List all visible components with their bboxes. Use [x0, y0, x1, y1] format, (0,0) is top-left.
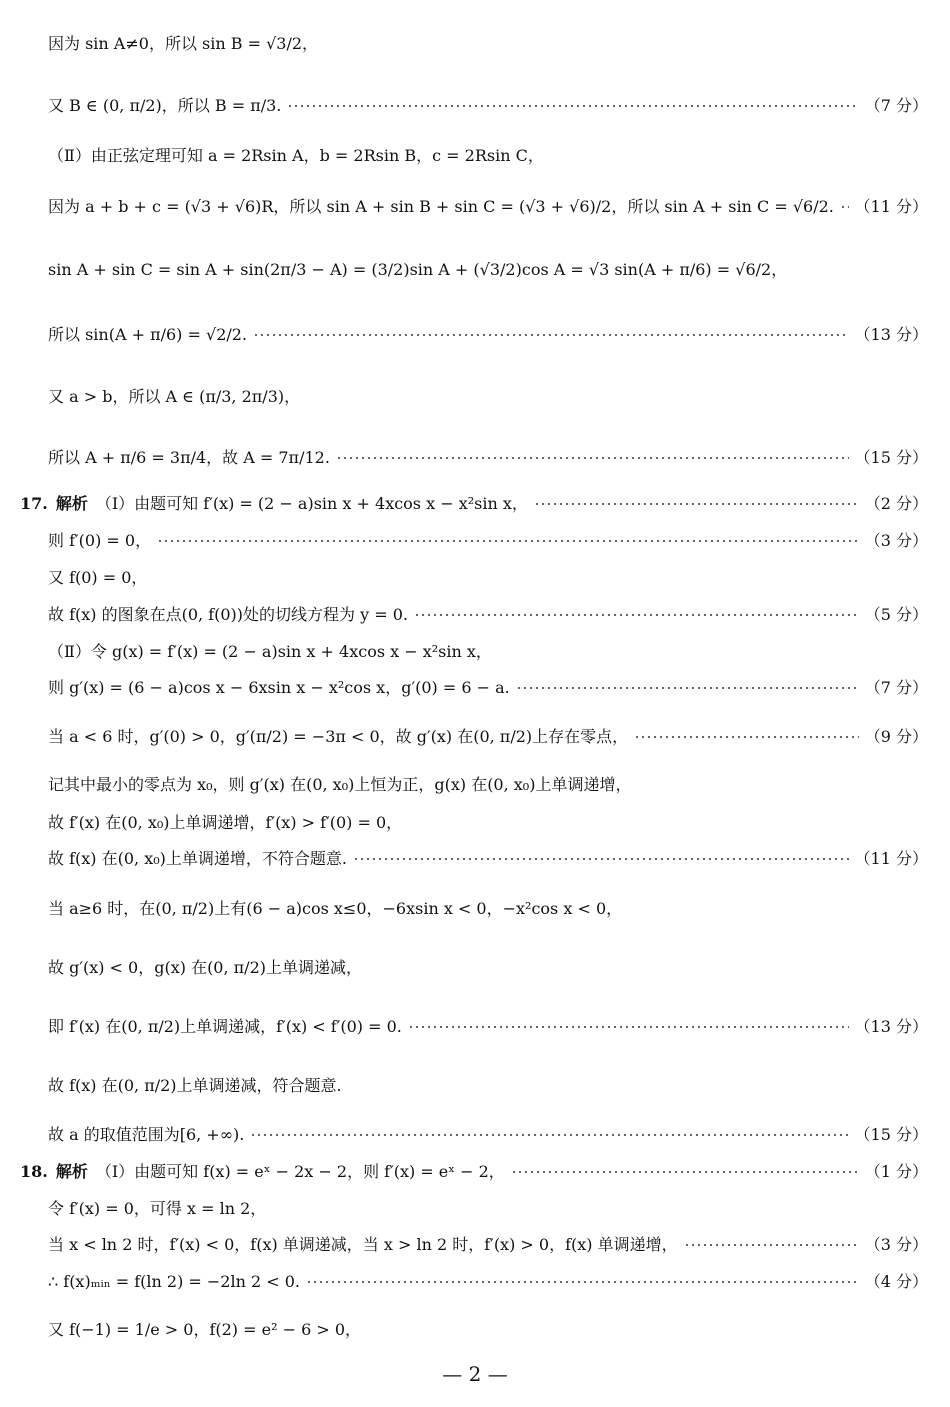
- score-marker: （9 分）: [864, 727, 928, 746]
- dot-leader: [634, 736, 859, 738]
- solution-text: 所以 A + π/6 = 3π/4，故 A = 7π/12.: [48, 448, 330, 467]
- solution-text: 又 f(−1) = 1/e > 0，f(2) = e² − 6 > 0，: [48, 1320, 362, 1339]
- solution-text: 记其中最小的零点为 x₀，则 g′(x) 在(0, x₀)上恒为正，g(x) 在(0, x₀)上单调递增，: [48, 775, 632, 794]
- dot-leader: [408, 1026, 849, 1028]
- solution-line: [48, 1019, 928, 1035]
- solution-line: [48, 729, 928, 745]
- solution-text: 即 f′(x) 在(0, π/2)上单调递减，f′(x) < f′(0) = 0.: [48, 1017, 402, 1036]
- dot-leader: [534, 503, 859, 505]
- solution-line: [48, 1201, 928, 1217]
- dot-leader: [253, 334, 849, 336]
- solution-text: 当 a≥6 时，在(0, π/2)上有(6 − a)cos x≤0，−6xsin x < 0，−x²cos x < 0，: [48, 899, 623, 918]
- analysis-label: 解析: [55, 494, 88, 513]
- solution-line: [48, 450, 928, 466]
- score-marker: （13 分）: [854, 1017, 928, 1036]
- solution-text: 故 g′(x) < 0，g(x) 在(0, π/2)上单调递减，: [48, 958, 362, 977]
- solution-text: 当 a < 6 时，g′(0) > 0，g′(π/2) = −3π < 0，故 g′(x) 在(0, π/2)上存在零点，: [48, 727, 629, 746]
- solution-text: 又 B ∈ (0, π/2)，所以 B = π/3.: [48, 96, 282, 115]
- solution-line: [48, 960, 928, 976]
- score-marker: （2 分）: [864, 494, 928, 513]
- solution-line: [48, 1078, 928, 1094]
- solution-text: 令 f′(x) = 0，可得 x = ln 2，: [48, 1199, 267, 1218]
- dot-leader: [516, 687, 859, 689]
- solution-line: [48, 533, 928, 549]
- solution-line: [48, 777, 928, 793]
- score-marker: （15 分）: [854, 1125, 928, 1144]
- solution-line: [48, 98, 928, 114]
- score-marker: （15 分）: [854, 448, 928, 467]
- dot-leader: [306, 1281, 859, 1283]
- solution-text: （Ⅱ）由正弦定理可知 a = 2Rsin A，b = 2Rsin B，c = 2Rsin C，: [48, 146, 544, 165]
- solution-text: ∴ f(x)ₘᵢₙ = f(ln 2) = −2ln 2 < 0.: [48, 1272, 301, 1291]
- solution-line: [48, 851, 928, 867]
- solution-text: 则 g′(x) = (6 − a)cos x − 6xsin x − x²cos x，g′(0) = 6 − a.: [48, 678, 510, 697]
- solution-line: [48, 815, 928, 831]
- solution-text: 故 a 的取值范围为[6, +∞).: [48, 1125, 245, 1144]
- solution-text: （Ⅰ）由题可知 f′(x) = (2 − a)sin x + 4xcos x − x²sin x，: [95, 494, 528, 513]
- score-marker: （7 分）: [864, 678, 928, 697]
- solution-line: [48, 1322, 928, 1338]
- solution-text: sin A + sin C = sin A + sin(2π/3 − A) = (3/2)sin A + (√3/2)cos A = √3 sin(A + π/6) = √6/2，: [48, 260, 788, 279]
- score-marker: （11 分）: [854, 197, 928, 216]
- solution-text: 故 f(x) 的图象在点(0, f(0))处的切线方程为 y = 0.: [48, 605, 408, 624]
- page-number: — 2 —: [442, 1362, 508, 1386]
- score-marker: （4 分）: [864, 1272, 928, 1291]
- dot-leader: [336, 457, 849, 459]
- solution-text: 又 a > b，所以 A ∈ (π/3, 2π/3)，: [48, 387, 301, 406]
- dot-leader: [840, 206, 849, 208]
- score-marker: （1 分）: [864, 1162, 928, 1181]
- solution-text: 因为 sin A≠0，所以 sin B = √3/2，: [48, 34, 319, 53]
- question-number: 17.: [20, 494, 48, 513]
- dot-leader: [250, 1134, 848, 1136]
- dot-leader: [287, 105, 858, 107]
- solution-text: （Ⅱ）令 g(x) = f′(x) = (2 − a)sin x + 4xcos x − x²sin x，: [48, 642, 492, 661]
- solution-line: [48, 680, 928, 696]
- solution-line: [20, 1164, 928, 1180]
- solution-text: 则 f′(0) = 0，: [48, 531, 152, 550]
- score-marker: （3 分）: [864, 1235, 928, 1254]
- solution-text: 因为 a + b + c = (√3 + √6)R，所以 sin A + sin B + sin C = (√3 + √6)/2，所以 sin A + sin C = √6/2.: [48, 197, 834, 216]
- solution-line: [48, 389, 928, 405]
- dot-leader: [157, 540, 859, 542]
- score-marker: （11 分）: [854, 849, 928, 868]
- solution-text: 故 f(x) 在(0, x₀)上单调递增，不符合题意.: [48, 849, 347, 868]
- solution-text: 又 f(0) = 0，: [48, 568, 148, 587]
- score-marker: （3 分）: [864, 531, 928, 550]
- score-marker: （5 分）: [864, 605, 928, 624]
- solution-line: [48, 1237, 928, 1253]
- solution-line: [48, 607, 928, 623]
- solution-line: [48, 262, 928, 278]
- solution-line: [20, 496, 928, 512]
- score-marker: （7 分）: [864, 96, 928, 115]
- solution-line: [48, 199, 928, 215]
- dot-leader: [684, 1244, 859, 1246]
- dot-leader: [511, 1171, 859, 1173]
- solution-line: [48, 1127, 928, 1143]
- solution-text: （Ⅰ）由题可知 f(x) = eˣ − 2x − 2，则 f′(x) = eˣ − 2，: [95, 1162, 505, 1181]
- solution-line: [48, 36, 928, 52]
- solution-text: 所以 sin(A + π/6) = √2/2.: [48, 325, 248, 344]
- solution-text: 故 f′(x) 在(0, x₀)上单调递增，f′(x) > f′(0) = 0，: [48, 813, 403, 832]
- dot-leader: [414, 614, 859, 616]
- solution-text: 当 x < ln 2 时，f′(x) < 0，f(x) 单调递减，当 x > ln 2 时，f′(x) > 0，f(x) 单调递增，: [48, 1235, 678, 1254]
- solution-text: 故 f(x) 在(0, π/2)上单调递减，符合题意.: [48, 1076, 342, 1095]
- solution-line: [48, 148, 928, 164]
- solution-line: [48, 901, 928, 917]
- solution-line: [48, 570, 928, 586]
- score-marker: （13 分）: [854, 325, 928, 344]
- solution-line: [48, 327, 928, 343]
- dot-leader: [353, 858, 849, 860]
- solution-line: [48, 1274, 928, 1290]
- question-number: 18.: [20, 1162, 48, 1181]
- solution-line: [48, 644, 928, 660]
- analysis-label: 解析: [55, 1162, 88, 1181]
